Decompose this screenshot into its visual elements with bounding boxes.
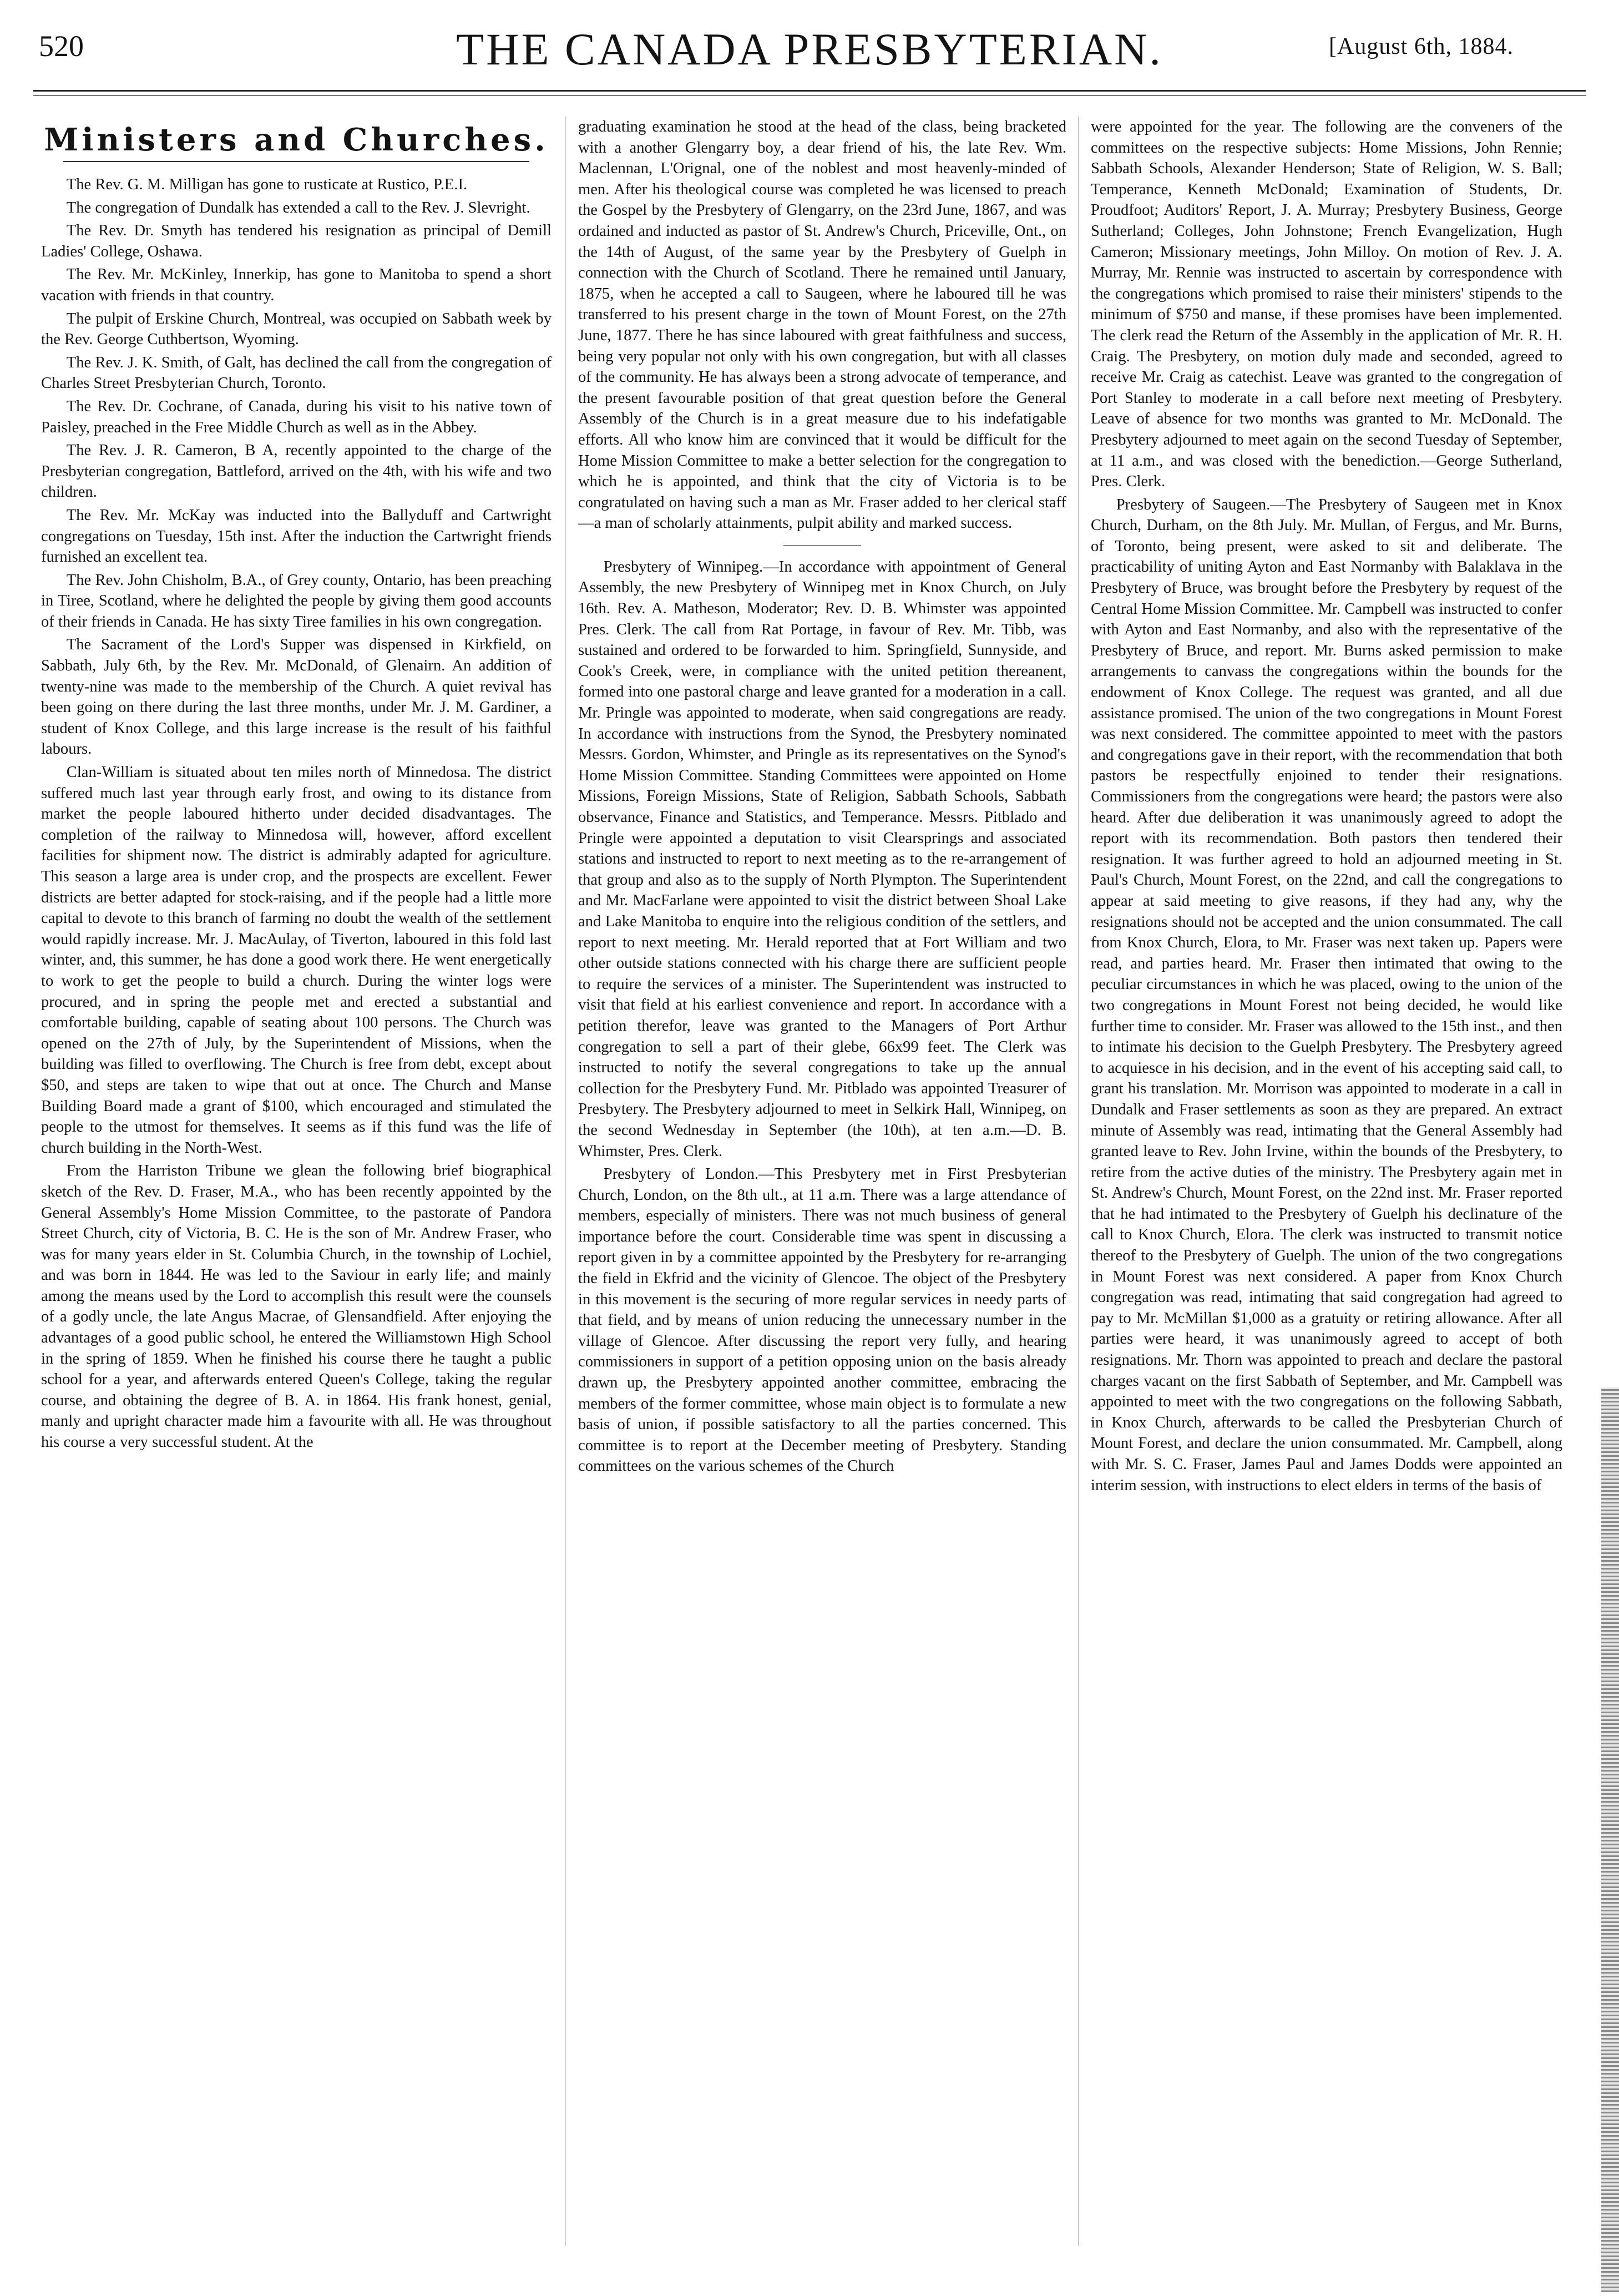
- page-number: 520: [39, 29, 84, 63]
- scan-edge: [1601, 1387, 1619, 2292]
- article-continuation: were appointed for the year. The following are the conveners of the committees on the respective subjects: Home Missions, John Rennie; Sabbath Schools, Alexander Henderson; State of Religion, W. S. Ball; Temperance, Kenneth McDonald; Examination of Students, Dr. Proudfoot; Auditors' Report, J. A. Murray; Presbytery Business, George Sutherland; Colleges, John Johnstone; French Evangelization, Hugh Cameron; Missionary meetings, John Milloy. On motion of Rev. J. A. Murray, Mr. Rennie was instructed to ascertain by correspondence with the congregations which promised to raise their ministers' stipends to the minimum of $750 and manse, if these promises have been implemented. The clerk read the Return of the Assembly in the application of Mr. R. H. Craig. The Presbytery, on motion duly made and seconded, agreed to receive Mr. Craig as catechist. Leave was granted to the congregation of Port Stanley to moderate in a call before next meeting of Presbytery. Leave of absence for two months was granted to Mr. McDonald. The Presbytery adjourned to meet again on the second Tuesday of September, at 11 a.m., and was closed with the benediction.—George Sutherland, Pres. Clerk.: [1091, 118, 1562, 491]
- section-heading: Ministers and Churches.: [44, 122, 549, 158]
- news-item: Clan-William is situated about ten miles north of Minnedosa. The district suffered much last year through early frost, and owing to its distance from market the people laboured hitherto under decided disadvantages. The completion of the railway to Minnedosa will, however, afford excellent facilities for shipment now. The district is admirably adapted for agriculture. This season a large area is under crop, and the prospects are excellent. Fewer districts are better adapted for stock-raising, and if the people had a little more capital to devote to this branch of farming no doubt the wealth of the settlement would rapidly increase. Mr. J. MacAulay, of Tiverton, laboured in this fold last winter, and, this summer, he has done a good work there. He went energetically to work to get the people to build a church. During the winter logs were procured, and in spring the people met and erected a substantial and comfortable building, capable of seating about 100 persons. The Church was opened on the 27th of July, by the Superintendent of Missions, when the building was filled to overflowing. The Church is free from debt, except about $50, and steps are taken to wipe that out at once. The Church and Manse Building Board made a grant of $100, which encouraged and stimulated the people to the utmost for themselves. It seems as if this fund was the life of church building in the North-West.: [41, 764, 552, 1157]
- news-item: The Rev. J. R. Cameron, B A, recently appointed to the charge of the Presbyterian congregation, Battleford, arrived on the 4th, with his wife and two children.: [41, 442, 552, 501]
- issue-date: [August 6th, 1884.: [1329, 34, 1514, 59]
- news-item: The Rev. G. M. Milligan has gone to rusticate at Rustico, P.E.I.: [66, 176, 468, 193]
- news-item: The Rev. Dr. Cochrane, of Canada, during his visit to his native town of Paisley, preached in the Free Middle Church as well as in the Abbey.: [41, 397, 552, 436]
- news-item: The Rev. John Chisholm, B.A., of Grey county, Ontario, has been preaching in Tiree, Scotland, where he delighted the people by giving them good accounts of their friends in Canada. He has sixty Tiree families in his own congregation.: [41, 571, 552, 630]
- news-item: The congregation of Dundalk has extended a call to the Rev. J. Slevright.: [66, 199, 530, 216]
- news-item: The Sacrament of the Lord's Supper was dispensed in Kirkfield, on Sabbath, July 6th, by the Rev. Mr. McDonald, of Glenairn. An addition of twenty-nine was made to the membership of the Church. A quiet revival has been going on there during the last three months, under Mr. J. M. Gardiner, a student of Knox College, and this large increase is the result of his faithful labours.: [41, 636, 552, 758]
- news-item: From the Harriston Tribune we glean the following brief biographical sketch of the Rev. D. Fraser, M.A., who has been recently appointed by the General Assembly's Home Mission Committee, to the pastorate of Pandora Street Church, city of Victoria, B. C. He is the son of Mr. Andrew Fraser, who was for many years elder in St. Columbia Church, in the township of Lochiel, and was born in 1844. He was led to the Saviour in early life; and mainly among the means used by the Lord to accomplish this result were the counsels of a godly uncle, the late Angus Macrae, of Glensandfield. After enjoying the advantages of a good public school, he entered the Williamstown High School in the spring of 1859. When he finished his course there he taught a public school for a year, and afterwards entered Queen's College, taking the regular course, and obtaining the degree of B. A. in 1864. His frank honest, genial, manly and upright character made him a favourite with all. He was throughout his course a very successful student. At the: [41, 1162, 552, 1451]
- header-rule-thin: [33, 95, 1586, 96]
- news-item: The Rev. Dr. Smyth has tendered his resignation as principal of Demill Ladies' College, Oshawa.: [41, 222, 552, 260]
- news-item: The Rev. Mr. McKay was inducted into the Ballyduff and Cartwright congregations on Tuesday, 15th inst. After the induction the Cartwright friends furnished an excellent tea.: [41, 506, 552, 566]
- presbytery-report: Presbytery of Saugeen.—The Presbytery of Saugeen met in Knox Church, Durham, on the 8th July. Mr. Mullan, of Fergus, and Mr. Burns, of Toronto, being present, were asked to sit and deliberate. The practicability of uniting Ayton and East Normanby with Balaklava in the Presbytery of Bruce, was brought before the Presbytery by request of the Central Home Mission Committee. Mr. Campbell was instructed to confer with Ayton and East Normanby, and also with the representative of the Presbytery of Bruce, and report. Mr. Burns asked permission to make arrangements to canvass the congregations within the bounds for the endowment of Knox College. The request was granted, and all due assistance promised. The union of the two congregations in Mount Forest was next considered. The committee appointed to meet with the pastors and congregations gave in their report, with the recommendation that both pastors be respectfully enjoined to tender their resignations. Commissioners from the congregations were heard; the pastors were also heard. After due deliberation it was unanimously agreed to adopt the report with its recommendation. Both pastors then tendered their resignation. It was further agreed to hold an adjourned meeting in St. Paul's Church, Mount Forest, on the 22nd, and call the congregations to appear at said meeting to give reasons, if they had any, why the resignations should not be accepted and the union consummated. The call from Knox Church, Elora, to Mr. Fraser was next taken up. Papers were read, and parties heard. Mr. Fraser then intimated that owing to the peculiar circumstances in which he was placed, owing to the union of the two congregations in Mount Forest not being decided, he would like further time to consider. Mr. Fraser was allowed to the 15th inst., and then to intimate his decision to the Guelph Presbytery. The Presbytery agreed to acquiesce in his decision, and in the event of his accepting said call, to grant his translation. Mr. Morrison was appointed to moderate in a call in Dundalk and Fraser settlements as soon as they are prepared. An extract minute of Assembly was read, intimating that the General Assembly had granted leave to Rev. John Irvine, within the bounds of the Presbytery, to retire from the active duties of the ministry. The Presbytery again met in St. Andrew's Church, Mount Forest, on the 22nd inst. Mr. Fraser reported that he had intimated to the Presbytery of Guelph his declinature of the call to Knox Church, Elora. The clerk was instructed to transmit notice thereof to the Presbytery of Guelph. The union of the two congregations in Mount Forest was next considered. A paper from Knox Church congregation was read, intimating that said congregation had agreed to pay to Mr. McMillan $1,000 as a gratuity or retiring allowance. After all parties were heard, it was unanimously agreed to accept of both resignations. Mr. Thorn was appointed to preach and declare the pastoral charges vacant on the first Sabbath of September, and Mr. Campbell was appointed to meet with the two congregations on the following Sabbath, in Knox Church, afterwards to be called the Presbyterian Church of Mount Forest, and declare the union consummated. Mr. Campbell, along with Mr. S. C. Fraser, James Paul and James Dodds were appointed an interim session, with instructions to elect elders in terms of the basis of: [1091, 496, 1562, 1494]
- presbytery-report: Presbytery of Winnipeg.—In accordance with appointment of General Assembly, the new Presbytery of Winnipeg met in Knox Church, on July 16th. Rev. A. Matheson, Moderator; Rev. D. B. Whimster was appointed Pres. Clerk. The call from Rat Portage, in favour of Rev. Mr. Tibb, was sustained and ordered to be forwarded to him. Springfield, Sunnyside, and Cook's Creek, were, in compliance with the united petition thereanent, formed into one pastoral charge and leave granted for a moderation in a call. Mr. Pringle was appointed to moderate, when said congregations are ready. In accordance with instructions from the Synod, the Presbytery nominated Messrs. Gordon, Whimster, and Pringle as its representatives on the Synod's Home Mission Committee. Standing Committees were appointed on Home Missions, Foreign Missions, State of Religion, Sabbath Schools, Sabbath observance, Finance and Statistics, and Temperance. Messrs. Pitblado and Pringle were appointed a deputation to visit Clearsprings and associated stations and instructed to report to next meeting as to the re-arrangement of that group and also as to the supply of North Plympton. The Superintendent and Mr. MacFarlane were appointed to visit the district between Shoal Lake and Lake Manitoba to enquire into the religious condition of the settlers, and report to next meeting. Mr. Herald reported that at Fort William and two other outside stations connected with his charge there are sufficient people to require the services of a minister. The Superintendent was instructed to visit that field at his earliest convenience and report. In accordance with a petition therefor, leave was granted to the Managers of Port Arthur congregation to sell a part of their glebe, 66x99 feet. The Clerk was instructed to notify the several congregations to take up the annual collection for the Presbytery Fund. Mr. Pitblado was appointed Treasurer of Presbytery. The Presbytery adjourned to meet in Selkirk Hall, Winnipeg, on the second Wednesday in September (the 10th), at ten a.m.—D. B. Whimster, Pres. Clerk.: [578, 558, 1066, 1160]
- column-1: [41, 117, 552, 2263]
- column-3: [1091, 117, 1562, 2263]
- presbytery-report: Presbytery of London.—This Presbytery met in First Presbyterian Church, London, on the 8th ult., at 11 a.m. There was a large attendance of members, especially of ministers. There was not much business of general importance before the court. Considerable time was spent in discussing a report given in by a committee appointed by the Presbytery for re-arranging the field in Ekfrid and the vicinity of Glencoe. The object of the Presbytery in this movement is the securing of more regular services in needy parts of that field, and by means of union reducing the unnecessary number in the village of Glencoe. After discussing the report very fully, and hearing commissioners in support of a petition opposing union on the basis already drawn up, the Presbytery appointed another committee, embracing the members of the former committee, whose main object is to formulate a new basis of union, if possible satisfactory to all the parties concerned. This committee is to report at the December meeting of Presbytery. Standing committees on the various schemes of the Church: [578, 1165, 1066, 1475]
- news-item: The Rev. Mr. McKinley, Innerkip, has gone to Manitoba to spend a short vacation with friends in that country.: [41, 266, 552, 304]
- heading-rule: [63, 161, 529, 162]
- header-rule: [33, 90, 1586, 92]
- article-continuation: graduating examination he stood at the head of the class, being bracketed with a another Glengarry boy, a dear friend of his, the late Rev. Wm. Maclennan, L'Orignal, one of the noblest and most heavenly-minded of men. After his theological course was completed he was licensed to preach the Gospel by the Presbytery of Glengarry, on the 23rd June, 1867, and was ordained and inducted as pastor of St. Andrew's Church, Priceville, Ont., on the 14th of August, of the same year by the Presbytery of Guelph in connection with the Church of Scotland. There he remained until January, 1875, when he accepted a call to Saugeen, where he laboured till he was transferred to his present charge in the town of Mount Forest, on the 27th June, 1877. There he has since laboured with great faithfulness and success, being very popular not only with his own congregation, but with all classes of the community. He has always been a strong advocate of temperance, and the present favourable position of that great question before the General Assembly of the Church is in a great measure due to his indefatigable efforts. All who know him are convinced that it would be difficult for the Home Mission Committee to make a better selection for the congregation to which he is appointed, and think that the city of Victoria is to be congratulated on having such a man as Mr. Fraser added to her clerical staff—a man of scholarly attainments, pulpit ability and marked success.: [578, 118, 1066, 532]
- column-2: [578, 117, 1066, 2263]
- article-separator: [783, 545, 861, 546]
- newspaper-title: THE CANADA PRESBYTERIAN.: [456, 24, 1163, 74]
- news-item: The Rev. J. K. Smith, of Galt, has declined the call from the congregation of Charles Street Presbyterian Church, Toronto.: [41, 354, 552, 392]
- page-header: [0, 0, 1619, 128]
- news-item: The pulpit of Erskine Church, Montreal, was occupied on Sabbath week by the Rev. George Cuthbertson, Wyoming.: [41, 310, 552, 349]
